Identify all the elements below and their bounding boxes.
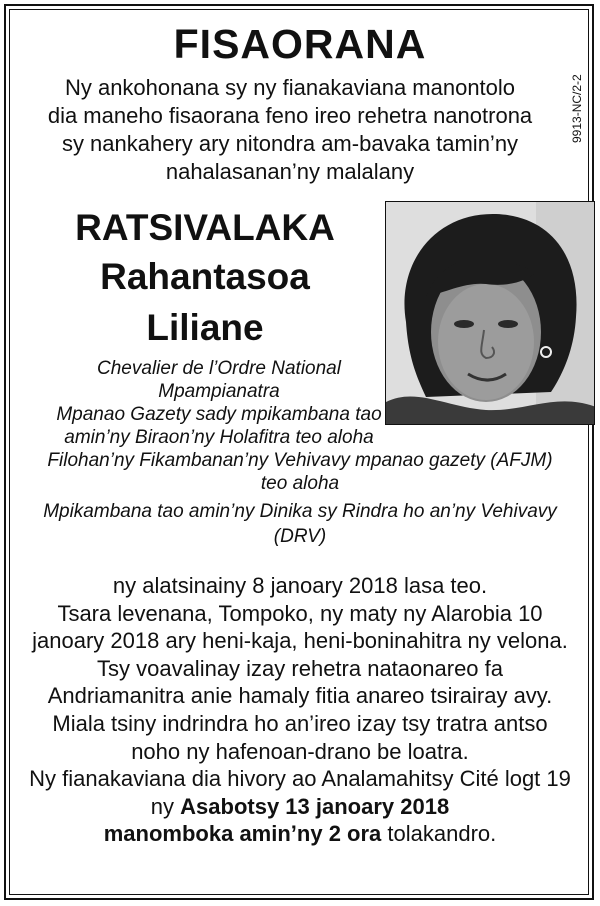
body-line: Tsy voavalinay izay rehetra nataonareo fa <box>96 655 503 681</box>
title-line: Mpanao Gazety sady mpikambana tao <box>56 404 382 425</box>
deceased-titles <box>14 357 586 548</box>
body-line <box>20 820 580 848</box>
intro-text <box>40 74 540 186</box>
body-text <box>20 572 580 848</box>
deceased-given-name: Rahantasoa <box>100 256 310 297</box>
title-line: (DRV) <box>273 526 327 547</box>
title-line: Chevalier de l’Ordre National <box>97 358 341 379</box>
title-line: amin’ny Biraon’ny Holafitra teo aloha <box>64 427 374 448</box>
body-line: Miala tsiny indrindra ho an’ireo izay tsy tratra antso <box>52 710 548 736</box>
body-text-plain: ny <box>150 793 181 819</box>
notice-title: FISAORANA <box>173 21 427 67</box>
intro-line: nahalasanan’ny malalany <box>165 159 415 184</box>
deceased-surname: RATSIVALAKA <box>75 207 335 248</box>
body-line: noho ny hafenoan-drano be loatra. <box>131 738 469 764</box>
deceased-given-name-2: Liliane <box>146 307 264 348</box>
body-line: Tsara levenana, Tompoko, ny maty ny Alarobia 10 <box>57 600 543 626</box>
title-line: Filohan’ny Fikambanan’ny Vehivavy mpanao gazety (AFJM) <box>47 450 553 471</box>
intro-line: sy nankahery ary nitondra am-bavaka tamin’ny <box>61 131 519 156</box>
title-line: Mpikambana tao amin’ny Dinika sy Rindra ho an’ny Vehivavy <box>43 501 557 522</box>
reference-code: 9913-NC/2-2 <box>570 74 584 143</box>
body-line: Ny fianakaviana dia hivory ao Analamahitsy Cité logt 19 <box>29 766 571 792</box>
title-line: teo aloha <box>260 473 340 494</box>
title-line: Mpampianatra <box>158 381 280 402</box>
body-line: janoary 2018 ary heni-kaja, heni-boninahitra ny velona. <box>32 628 568 654</box>
intro-line: dia maneho fisaorana feno ireo rehetra nanotrona <box>47 103 533 128</box>
body-line: ny alatsinainy 8 janoary 2018 lasa teo. <box>112 573 488 598</box>
body-text-plain: tolakandro. <box>381 821 497 847</box>
body-line <box>20 793 580 821</box>
time-bold: manomboka amin’ny 2 ora <box>103 821 382 847</box>
body-line: Andriamanitra anie hamaly fitia anareo tsirairay avy. <box>47 683 553 709</box>
date-bold: Asabotsy 13 janoary 2018 <box>180 793 450 819</box>
intro-line: Ny ankohonana sy ny fianakaviana manontolo <box>64 75 516 100</box>
